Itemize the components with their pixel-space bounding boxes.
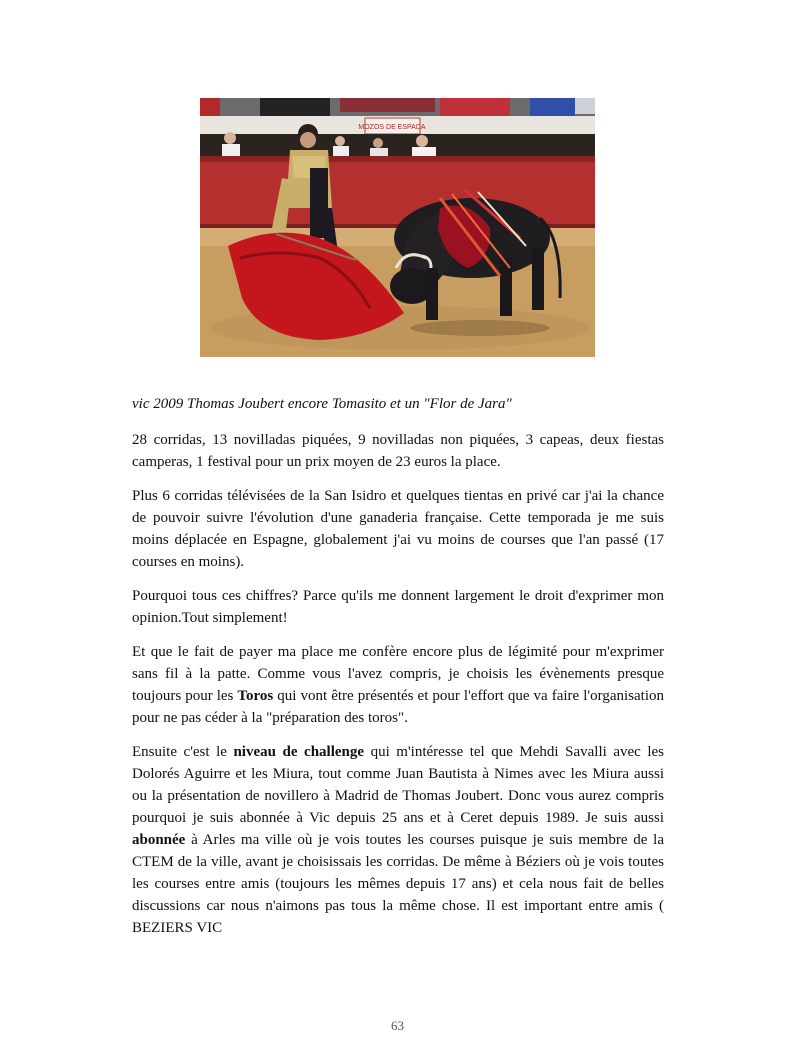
paragraph-televised [132,485,664,573]
paragraph-challenge [132,741,664,939]
bold-term-toros: Toros [237,688,274,704]
bullfight-illustration [200,98,595,357]
paragraph-text: Et que le fait de payer ma place me confère encore plus de légimité pour m'exprimer sans fil à la patte. Comme vous l'avez compris, je choisis les évènements presque toujours pour les [132,644,664,704]
paragraph-legitimacy [132,641,664,729]
paragraph-text: Ensuite c'est le [132,744,234,760]
paragraph-text: qui m'intéresse tel que Mehdi Savalli avec les Dolorés Aguirre et les Miura, tout comme Juan Bautista à Nimes avec les Miura aussi ou la présentation de novillero à Madrid de Thomas Joubert. Donc vous aurez compris pourquoi je suis abonnée à Vic depuis 25 ans et à Ceret depuis 1989. Je suis aussi [132,744,665,826]
bullfight-photo [200,98,595,357]
paragraph-text: 28 corridas, 13 novilladas piquées, 9 novilladas non piquées, 3 capeas, deux fiestas camperas, 1 festival pour un prix moyen de 23 euros la place. [132,432,664,470]
page-number: 63 [391,1018,404,1033]
paragraph-text: Plus 6 corridas télévisées de la San Isidro et quelques tientas en privé car j'ai la chance de pouvoir suivre l'évolution d'une ganaderia française. Cette temporada je me suis moins déplacée en Espagne, globalement j'ai vu moins de courses que l'an passé (17 courses en moins). [132,488,664,570]
photo-caption: vic 2009 Thomas Joubert encore Tomasito et un "Flor de Jara" [132,396,512,412]
bold-term-abonnee: abonnée [132,832,186,848]
body-text [132,429,664,951]
paragraph-statistics [132,429,664,473]
paragraph-text: Pourquoi tous ces chiffres? Parce qu'ils me donnent largement le droit d'exprimer mon opinion.Tout simplement! [132,588,664,626]
paragraph-why-numbers [132,585,664,629]
paragraph-text: à Arles ma ville où je vois toutes les courses puisque je suis membre de la CTEM de la ville, avant je choisissais les corridas. De même à Béziers où je vois toutes les courses entre amis (toujours les mêmes depuis 17 ans) et cela nous fait de belles discussions car nous n'aimons pas tous la même chose. Il est important entre amis ( BEZIERS VIC [132,832,664,936]
paragraph-text: qui vont être présentés et pour l'effort que va faire l'organisation pour ne pas céder à la "préparation des toros". [132,688,664,726]
mozos-de-espada-sign: MOZOS DE ESPADA [358,124,426,131]
bold-term-challenge: niveau de challenge [233,744,365,760]
